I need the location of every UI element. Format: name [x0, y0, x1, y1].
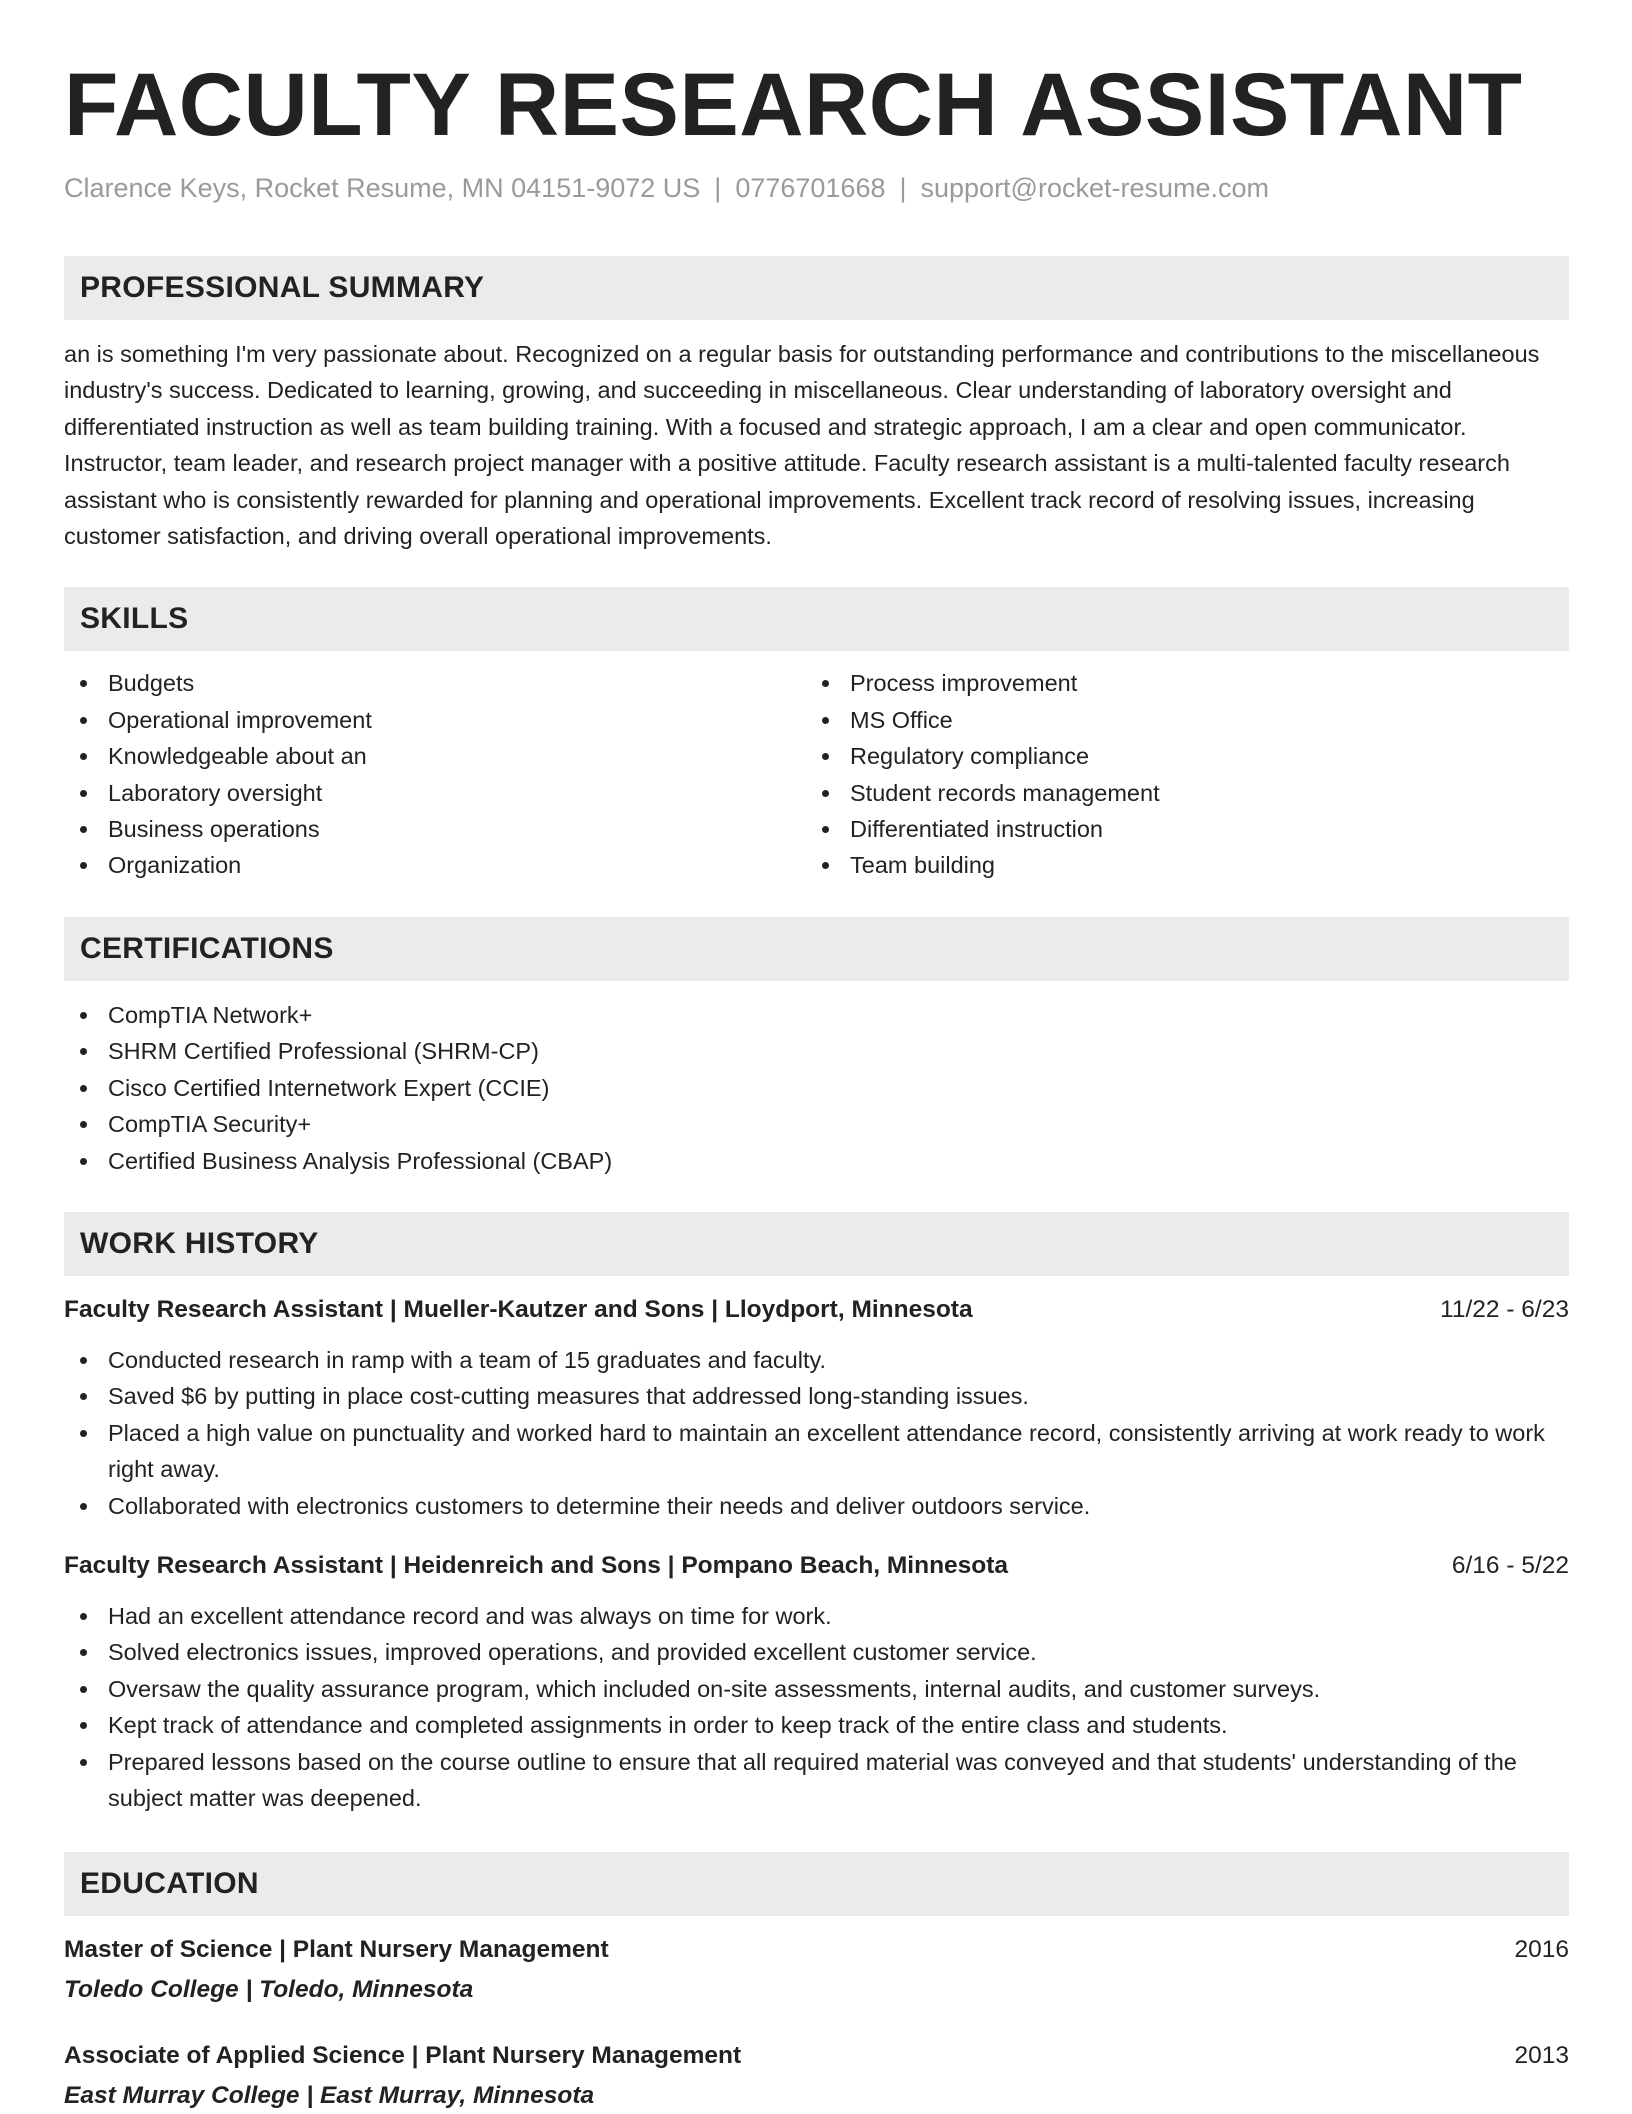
job-bullet-list: [64, 1342, 1569, 1524]
education-year: 2016: [1514, 1936, 1569, 1964]
education-school: Toledo College | Toledo, Minnesota: [64, 1976, 474, 2004]
skill-item: Knowledgeable about an: [64, 738, 806, 774]
job-dates: 6/16 - 5/22: [1451, 1551, 1569, 1579]
education-heading-row: [64, 1932, 1569, 1968]
certification-item: Certified Business Analysis Professional (CBAP): [64, 1143, 1569, 1179]
certification-item: Cisco Certified Internetwork Expert (CCIE): [64, 1070, 1569, 1106]
skill-item: Differentiated instruction: [806, 811, 1548, 847]
skills-list-right: [806, 665, 1548, 883]
skill-item: Operational improvement: [64, 702, 806, 738]
job-bullet: Kept track of attendance and completed assignments in order to keep track of the entire class and students.: [64, 1707, 1569, 1743]
education-heading-row: [64, 2038, 1569, 2074]
skill-item: Laboratory oversight: [64, 775, 806, 811]
job-bullet: Prepared lessons based on the course outline to ensure that all required material was conveyed and that students' understanding of the subject matter was deepened.: [64, 1744, 1569, 1817]
contact-phone: 0776701668: [735, 173, 886, 203]
job-heading: Faculty Research Assistant | Mueller-Kautzer and Sons | Lloydport, Minnesota: [64, 1295, 973, 1323]
resume-page: [64, 0, 1569, 2114]
certification-item: CompTIA Security+: [64, 1106, 1569, 1142]
resume-title: FACULTY RESEARCH ASSISTANT: [64, 54, 1523, 154]
job-heading-row: [64, 1292, 1569, 1328]
education-entry: [64, 2038, 1569, 2114]
education-degree: Associate of Applied Science | Plant Nursery Management: [64, 2042, 742, 2070]
job-bullet: Collaborated with electronics customers to determine their needs and deliver outdoors service.: [64, 1488, 1569, 1524]
education-school: East Murray College | East Murray, Minnesota: [64, 2082, 595, 2110]
skill-item: Budgets: [64, 665, 806, 701]
job-bullet: Had an excellent attendance record and was always on time for work.: [64, 1598, 1569, 1634]
summary-text: an is something I'm very passionate about. Recognized on a regular basis for outstanding performance and contributions to the miscellaneous industry's success. Dedicated to learning, growing, and succeeding in miscellaneous. Clear understanding of laboratory oversight and differentiated instruction as well as team building training. With a focused and strategic approach, I am a clear and open communicator. Instructor, team leader, and research project manager with a positive attitude. Faculty research assistant is a multi-talented faculty research assistant who is consistently rewarded for planning and operational improvements. Excellent track record of resolving issues, increasing customer satisfaction, and driving overall operational improvements.: [64, 341, 1540, 550]
section-header-certifications: CERTIFICATIONS: [64, 917, 1569, 981]
job-bullet: Solved electronics issues, improved operations, and provided excellent customer service.: [64, 1634, 1569, 1670]
skill-item: Process improvement: [806, 665, 1548, 701]
section-header-education: EDUCATION: [64, 1852, 1569, 1916]
job-dates: 11/22 - 6/23: [1440, 1295, 1569, 1323]
certification-item: CompTIA Network+: [64, 997, 1569, 1033]
education-year: 2013: [1514, 2042, 1569, 2070]
section-header-skills: SKILLS: [64, 587, 1569, 651]
job-heading-row: [64, 1548, 1569, 1584]
job-bullet: Oversaw the quality assurance program, which included on-site assessments, internal audits, and customer surveys.: [64, 1671, 1569, 1707]
skill-item: Organization: [64, 847, 806, 883]
skill-item: MS Office: [806, 702, 1548, 738]
certification-item: SHRM Certified Professional (SHRM-CP): [64, 1033, 1569, 1069]
skills-grid: [64, 665, 1569, 883]
contact-separator: |: [714, 173, 722, 203]
job-entry: [64, 1548, 1569, 1816]
skill-item: Team building: [806, 847, 1548, 883]
job-heading: Faculty Research Assistant | Heidenreich and Sons | Pompano Beach, Minnesota: [64, 1551, 1009, 1579]
section-header-professional-summary: PROFESSIONAL SUMMARY: [64, 256, 1569, 320]
skills-list-left: [64, 665, 806, 883]
contact-separator: |: [899, 173, 907, 203]
job-entry: [64, 1292, 1569, 1524]
contact-email: support@rocket-resume.com: [920, 173, 1270, 203]
skill-item: Business operations: [64, 811, 806, 847]
certifications-list: [64, 997, 1569, 1179]
skill-item: Regulatory compliance: [806, 738, 1548, 774]
skills-column-right: [806, 665, 1548, 883]
job-bullet: Placed a high value on punctuality and worked hard to maintain an excellent attendance record, consistently arriving at work ready to work right away.: [64, 1415, 1569, 1488]
education-entry: [64, 1932, 1569, 2008]
job-bullet: Conducted research in ramp with a team of 15 graduates and faculty.: [64, 1342, 1569, 1378]
job-bullet: Saved $6 by putting in place cost-cutting measures that addressed long-standing issues.: [64, 1378, 1569, 1414]
section-header-work-history: WORK HISTORY: [64, 1212, 1569, 1276]
education-degree: Master of Science | Plant Nursery Management: [64, 1936, 609, 1964]
contact-line: [64, 172, 1569, 204]
skills-column-left: [64, 665, 806, 883]
contact-address: Clarence Keys, Rocket Resume, MN 04151-9072 US: [64, 173, 701, 203]
skill-item: Student records management: [806, 775, 1548, 811]
job-bullet-list: [64, 1598, 1569, 1816]
